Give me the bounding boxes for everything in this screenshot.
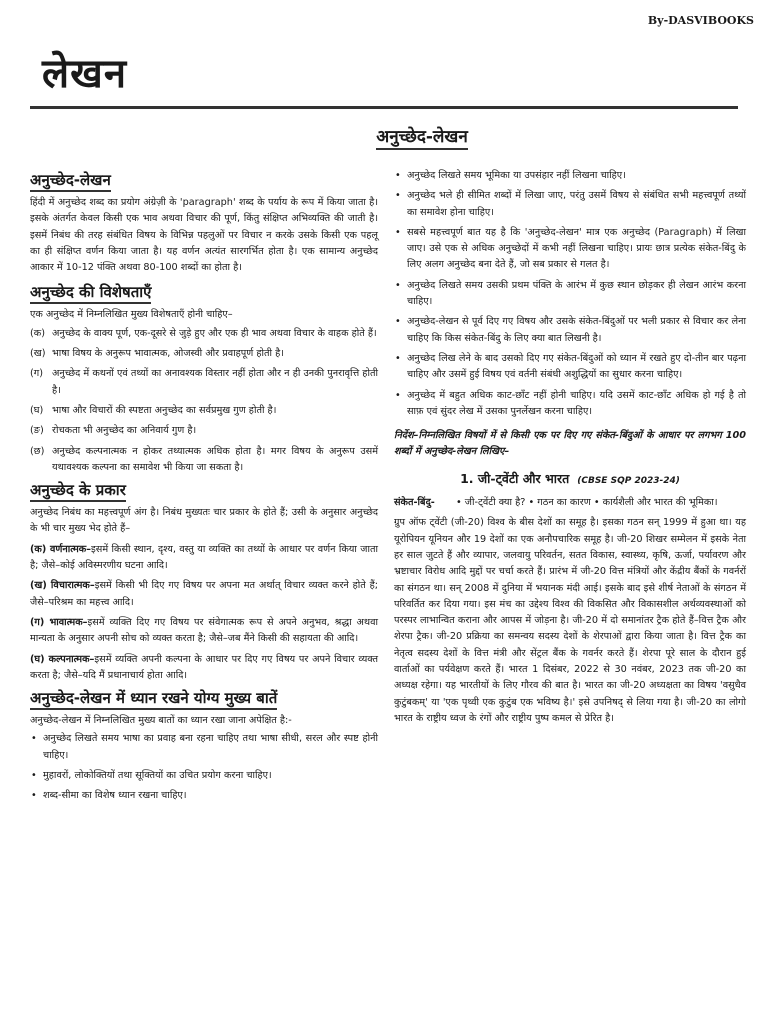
left-column	[30, 168, 378, 809]
feature-marker: (ङ)	[30, 425, 44, 437]
feature-item	[30, 403, 378, 419]
type-text: इसमें किसी स्थान, दृश्य, वस्तु या व्यक्ति का तथ्यों के आधार पर वर्णन किया जाता है; जैसे–कोई अविस्मरणीय घटना आदि।	[30, 543, 378, 572]
tip-item: • मुहावरों, लोकोक्तियों तथा सूक्तियों का उचित प्रयोग करना चाहिए।	[30, 768, 378, 784]
feature-marker: (छ)	[30, 445, 45, 457]
publisher-brand: By-DASVIBOOKS	[647, 14, 754, 27]
feature-item	[30, 326, 378, 342]
types-intro: अनुच्छेद निबंध का महत्त्वपूर्ण अंग है। निबंध मुख्यतः चार प्रकार के होते हैं; उसी के अनुसार अनुच्छेद के भी चार मुख्य भेद होते हैं–	[30, 507, 378, 535]
feature-item	[30, 423, 378, 439]
feature-marker: (ग)	[30, 368, 44, 380]
feature-text: अनुच्छेद में कथनों एवं तथ्यों का अनावश्यक विस्तार नहीं होता और न ही उनकी पुनरावृत्ति होती है।	[52, 368, 378, 396]
types-section	[30, 505, 378, 684]
features-heading: अनुच्छेद की विशेषताएँ	[30, 282, 378, 302]
topic-source-tag: (CBSE SQP 2023-24)	[577, 475, 680, 486]
hint-points-label: संकेत-बिंदु-	[394, 497, 435, 509]
tip-item: • अनुच्छेद भले ही सीमित शब्दों में लिखा जाए, परंतु उसमें विषय से संबंधित सभी महत्त्वपूर्ण तथ्यों का समावेश होना चाहिए।	[394, 188, 746, 221]
intro-heading: अनुच्छेद-लेखन	[30, 170, 378, 190]
topic-title	[394, 471, 746, 489]
instruction-text: निर्देश–निम्नलिखित विषयों में से किसी एक पर दिए गए संकेत-बिंदुओं के आधार पर लगभग 100 शब्दों में अनुच्छेद-लेखन लिखिए–	[394, 430, 746, 458]
feature-text: भाषा और विचारों की स्पष्टता अनुच्छेद का सर्वप्रमुख गुण होती है।	[52, 404, 277, 416]
feature-marker: (क)	[30, 327, 45, 339]
type-item	[30, 542, 378, 575]
type-label: (ख) विचारात्मक–	[30, 580, 95, 592]
tips-list-left	[30, 731, 378, 804]
type-text: इसमें व्यक्ति दिए गए विषय पर संवेगात्मक रूप से अपने अनुभव, श्रद्धा अथवा मान्यता के अनुसार अपनी सोच को व्यक्त करता है; जैसे–जब मैंने किसी की सहायता की आदि।	[30, 616, 378, 645]
tip-item: • अनुच्छेद लिखते समय उसकी प्रथम पंक्ति के आरंभ में कुछ स्थान छोड़कर ही लेखन आरंभ करना चाहिए।	[394, 278, 746, 311]
feature-text: अनुच्छेद के वाक्य पूर्ण, एक-दूसरे से जुड़े हुए और एक ही भाव अथवा विचार के वाहक होते हैं।	[52, 327, 377, 339]
feature-marker: (ख)	[30, 348, 46, 360]
feature-marker: (घ)	[30, 404, 44, 416]
tip-item: • अनुच्छेद लिख लेने के बाद उसको दिए गए संकेत-बिंदुओं को ध्यान में रखते हुए दो-तीन बार पढ़ना चाहिए और उसमें हुई विषय एवं वर्तनी संबंधी अशुद्धियों का सुधार करना चाहिए।	[394, 351, 746, 384]
type-label: (घ) कल्पनात्मक–	[30, 653, 95, 665]
section-title	[0, 124, 768, 147]
feature-item	[30, 444, 378, 477]
types-heading: अनुच्छेद के प्रकार	[30, 480, 378, 500]
type-label: (ग) भावात्मक–	[30, 616, 88, 628]
hint-points	[394, 495, 746, 511]
type-label: (क) वर्णनात्मक–	[30, 543, 92, 555]
feature-item	[30, 366, 378, 399]
tip-item: • सबसे महत्त्वपूर्ण बात यह है कि 'अनुच्छेद-लेखन' मात्र एक अनुच्छेद (Paragraph) में लिखा जाए। उसे एक से अधिक अनुच्छेदों में कभी नहीं लिखना चाहिए। प्रायः छात्र प्रत्येक संकेत-बिंदु के लिए अलग अनुच्छेद बना देते हैं, जो सब प्रकार से गलत है।	[394, 225, 746, 274]
header-rule	[30, 106, 738, 109]
chapter-title: लेखन	[42, 51, 128, 97]
intro-text: हिंदी में अनुच्छेद शब्द का प्रयोग अंग्रेज़ी के 'paragraph' शब्द के पर्याय के रूप में किया जाता है। इसके अंतर्गत केवल किसी एक भाव अथवा विचार की पूर्ण, किंतु संक्षिप्त अभिव्यक्ति की जाती है। इसमें निबंध की तरह संबंधित विषय के विभिन्न पहलुओं पर विचार न करके उसके किसी एक पहलू का ही संक्षिप्त वर्णन किया जाता है। यह वर्णन अत्यंत सारगर्भित होता है। एक सामान्य अनुच्छेद आकार में 10-12 पंक्ति अथवा 80-100 शब्दों का होता है।	[30, 197, 378, 274]
topic-title-text: 1. जी-ट्वेंटी और भारत	[460, 470, 570, 486]
feature-text: अनुच्छेद कल्पनात्मक न होकर तथ्यात्मक अधिक होता है। मगर विषय के अनुरूप उसमें यथावश्यक कल्पना का समावेश भी किया जा सकता है।	[52, 445, 378, 473]
tip-item: • अनुच्छेद लिखते समय भूमिका या उपसंहार नहीं लिखना चाहिए।	[394, 168, 746, 184]
tips-list-right	[394, 168, 746, 420]
tip-item: • अनुच्छेद-लेखन से पूर्व दिए गए विषय और उसके संकेत-बिंदुओं पर भली प्रकार से विचार कर लेना चाहिए कि किस संकेत-बिंदु के लिए क्या बात लिखनी है।	[394, 314, 746, 347]
type-item	[30, 578, 378, 611]
features-intro: एक अनुच्छेद में निम्नलिखित मुख्य विशेषताएँ होनी चाहिए–	[30, 309, 233, 321]
feature-item	[30, 346, 378, 362]
tips-intro: अनुच्छेद-लेखन में निम्नलिखित मुख्य बातों का ध्यान रखा जाना अपेक्षित है:-	[30, 715, 292, 727]
section-title-text: अनुच्छेद-लेखन	[376, 127, 468, 150]
type-text: इसमें व्यक्ति अपनी कल्पना के आधार पर दिए गए विषय पर अपने विचार व्यक्त करता है; जैसे–यदि मैं प्रधानाचार्य होता आदि।	[30, 653, 378, 681]
type-item	[30, 615, 378, 648]
features-list	[30, 326, 378, 476]
essay-body: ग्रुप ऑफ ट्वेंटी (जी-20) विश्व के बीस देशों का समूह है। इसका गठन सन् 1999 में हुआ था। यह यूरोपियन यूनियन और 19 देशों का एक अनौपचारिक समूह है। जी-20 शिखर सम्मेलन में इसके नेता हर साल जुटते हैं और व्यापार, जलवायु परिवर्तन, सतत विकास, स्वास्थ्य, कृषि, ऊर्जा, पर्यावरण और भ्रष्टाचार विरोध आदि मुद्दों पर चर्चा करते हैं। प्रारंभ में जी-20 वित्त मंत्रियों और केंद्रीय बैंकों के गवर्नरों का संगठन था। सन् 2008 में दुनिया में भयानक मंदी आई। इसके बाद इसे शीर्ष नेताओं के संगठन में परिवर्तित कर दिया गया। इस मंच का उद्देश्य विश्व की विकसित और विकासशील अर्थव्यवस्थाओं को परस्पर लाभान्वित कराना और आपस में जोड़ना है। जी-20 में दो समानांतर ट्रैक होते हैं–वित्त ट्रैक और शेरपा ट्रैक। जी-20 प्रक्रिया का समन्वय सदस्य देशों के शेरपाओं द्वारा किया जाता है। वित्त ट्रैक का नेतृत्व सदस्य देशों के वित्त मंत्री और सेंट्रल बैंक के गवर्नर करते हैं। शेरपा पूरे साल के दौरान हुई वार्ताओं का पर्यवेक्षण करते हैं। भारत 1 दिसंबर, 2022 से 30 नवंबर, 2023 तक जी-20 का अध्यक्ष रहेगा। यह भारतीयों के लिए गौरव की बात है। भारत का जी-20 अध्यक्षता का विषय 'वसुधैव कुटुंबकम्' या 'एक पृथ्वी एक कुटुंब एक भविष्य है।' इसे उपनिषद् से लिया गया है। जी-20 का लोगो भारत के राष्ट्रीय ध्वज के रंगों और राष्ट्रीय पुष्प कमल से प्रेरित है।	[394, 517, 746, 724]
tip-item: • अनुच्छेद लिखते समय भाषा का प्रवाह बना रहना चाहिए तथा भाषा सीधी, सरल और स्पष्ट होनी चाहिए।	[30, 731, 378, 764]
hint-points-text: • जी-ट्वेंटी क्या है? • गठन का कारण • कार्यशैली और भारत की भूमिका।	[456, 497, 718, 509]
feature-text: भाषा विषय के अनुरूप भावात्मक, ओजस्वी और प्रवाहपूर्ण होती है।	[52, 348, 284, 360]
tip-item: • अनुच्छेद में बहुत अधिक काट-छाँट नहीं होनी चाहिए। यदि उसमें काट-छाँट अधिक हो गई है तो साफ़ एवं सुंदर लेख में उसका पुनर्लेखन करना चाहिए।	[394, 388, 746, 421]
tip-item: • शब्द-सीमा का विशेष ध्यान रखना चाहिए।	[30, 788, 378, 804]
feature-text: रोचकता भी अनुच्छेद का अनिवार्य गुण है।	[52, 425, 197, 437]
type-item	[30, 652, 378, 685]
right-column	[394, 168, 746, 733]
type-text: इसमें किसी भी दिए गए विषय पर अपना मत अर्थात् विचार व्यक्त करने होते हैं; जैसे–परिश्रम का महत्त्व आदि।	[30, 580, 378, 608]
tips-heading: अनुच्छेद-लेखन में ध्यान रखने योग्य मुख्य बातें	[30, 688, 378, 708]
